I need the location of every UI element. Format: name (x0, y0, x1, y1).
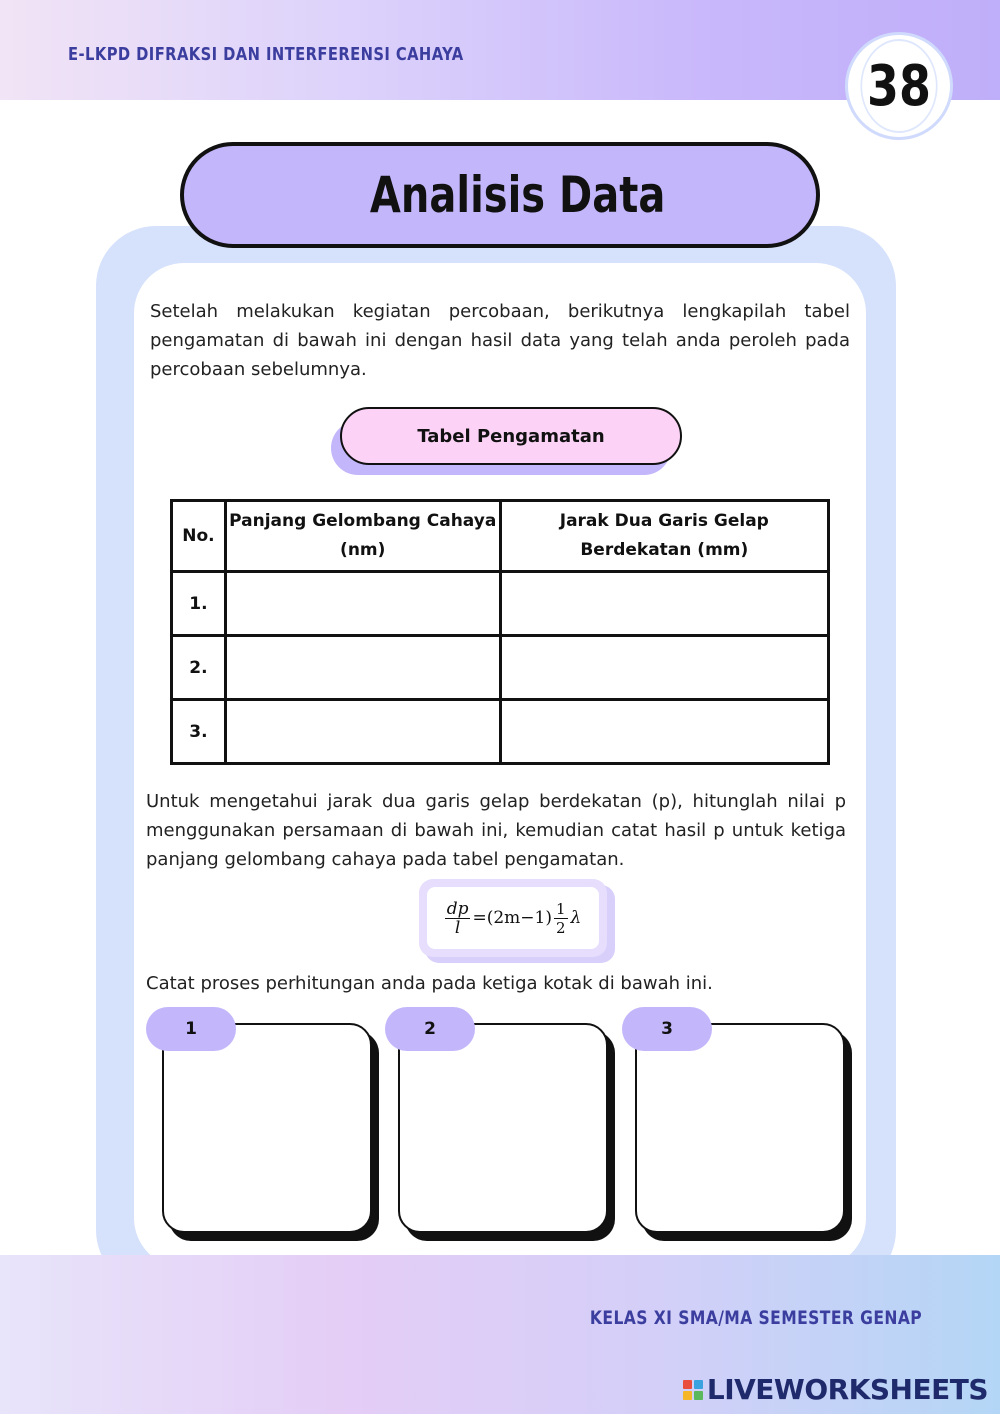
page-number: 38 (860, 39, 937, 133)
section-title: Analisis Data (370, 166, 666, 224)
formula-lhs-denominator: l (454, 917, 461, 938)
watermark-text: LIVEWORKSHEETS (706, 1373, 988, 1406)
calc-box-1[interactable] (162, 1023, 372, 1233)
table-title: Tabel Pengamatan (340, 407, 682, 465)
calc-instruction: Catat proses perhitungan anda pada ketiga kotak di bawah ini. (146, 973, 713, 994)
liveworksheets-logo-icon (683, 1380, 703, 1400)
table-row (172, 572, 829, 636)
header-wavelength: Panjang Gelombang Cahaya (nm) (225, 501, 500, 572)
wavelength-cell[interactable] (225, 636, 500, 700)
instruction-paragraph: Untuk mengetahui jarak dua garis gelap berdekatan (p), hitunglah nilai p menggunakan persamaan di bawah ini, kemudian catat hasil p untuk ketiga panjang gelombang cahaya pada tabel pengamatan. (146, 791, 846, 870)
observation-table (170, 499, 830, 765)
row-number: 3. (172, 700, 226, 764)
formula-box (419, 879, 607, 957)
wavelength-cell[interactable] (225, 572, 500, 636)
row-number: 2. (172, 636, 226, 700)
document-title: E-LKPD DIFRAKSI DAN INTERFERENSI CAHAYA (68, 44, 464, 65)
wavelength-cell[interactable] (225, 700, 500, 764)
liveworksheets-watermark[interactable] (683, 1373, 988, 1406)
table-header-row (172, 501, 829, 572)
distance-cell[interactable] (500, 572, 828, 636)
formula-rhs: λ (570, 908, 582, 928)
formula-lhs-fraction (445, 900, 471, 937)
row-number: 1. (172, 572, 226, 636)
calc-box-2[interactable] (398, 1023, 608, 1233)
calc-box-label-3: 3 (622, 1007, 712, 1051)
formula-half-numerator: 1 (555, 899, 566, 918)
table-row (172, 700, 829, 764)
calc-box-3[interactable] (635, 1023, 845, 1233)
intro-paragraph: Setelah melakukan kegiatan percobaan, berikutnya lengkapilah tabel pengamatan di bawah ini dengan hasil data yang telah anda peroleh pada percobaan sebelumnya. (150, 301, 850, 380)
calc-box-label-1: 1 (146, 1007, 236, 1051)
calc-box-label-2: 2 (385, 1007, 475, 1051)
distance-cell[interactable] (500, 700, 828, 764)
page-number-badge (845, 32, 953, 140)
formula (427, 887, 599, 949)
formula-half-denominator: 2 (555, 918, 566, 937)
distance-cell[interactable] (500, 636, 828, 700)
header-distance: Jarak Dua Garis Gelap Berdekatan (mm) (500, 501, 828, 572)
footer-title: KELAS XI SMA/MA SEMESTER GENAP (589, 1307, 922, 1329)
formula-half-fraction (554, 900, 568, 937)
table-row (172, 636, 829, 700)
formula-lhs-numerator: dp (446, 898, 469, 919)
section-title-pill (180, 142, 820, 248)
header-no: No. (172, 501, 226, 572)
formula-middle: =(2m−1) (472, 908, 552, 928)
